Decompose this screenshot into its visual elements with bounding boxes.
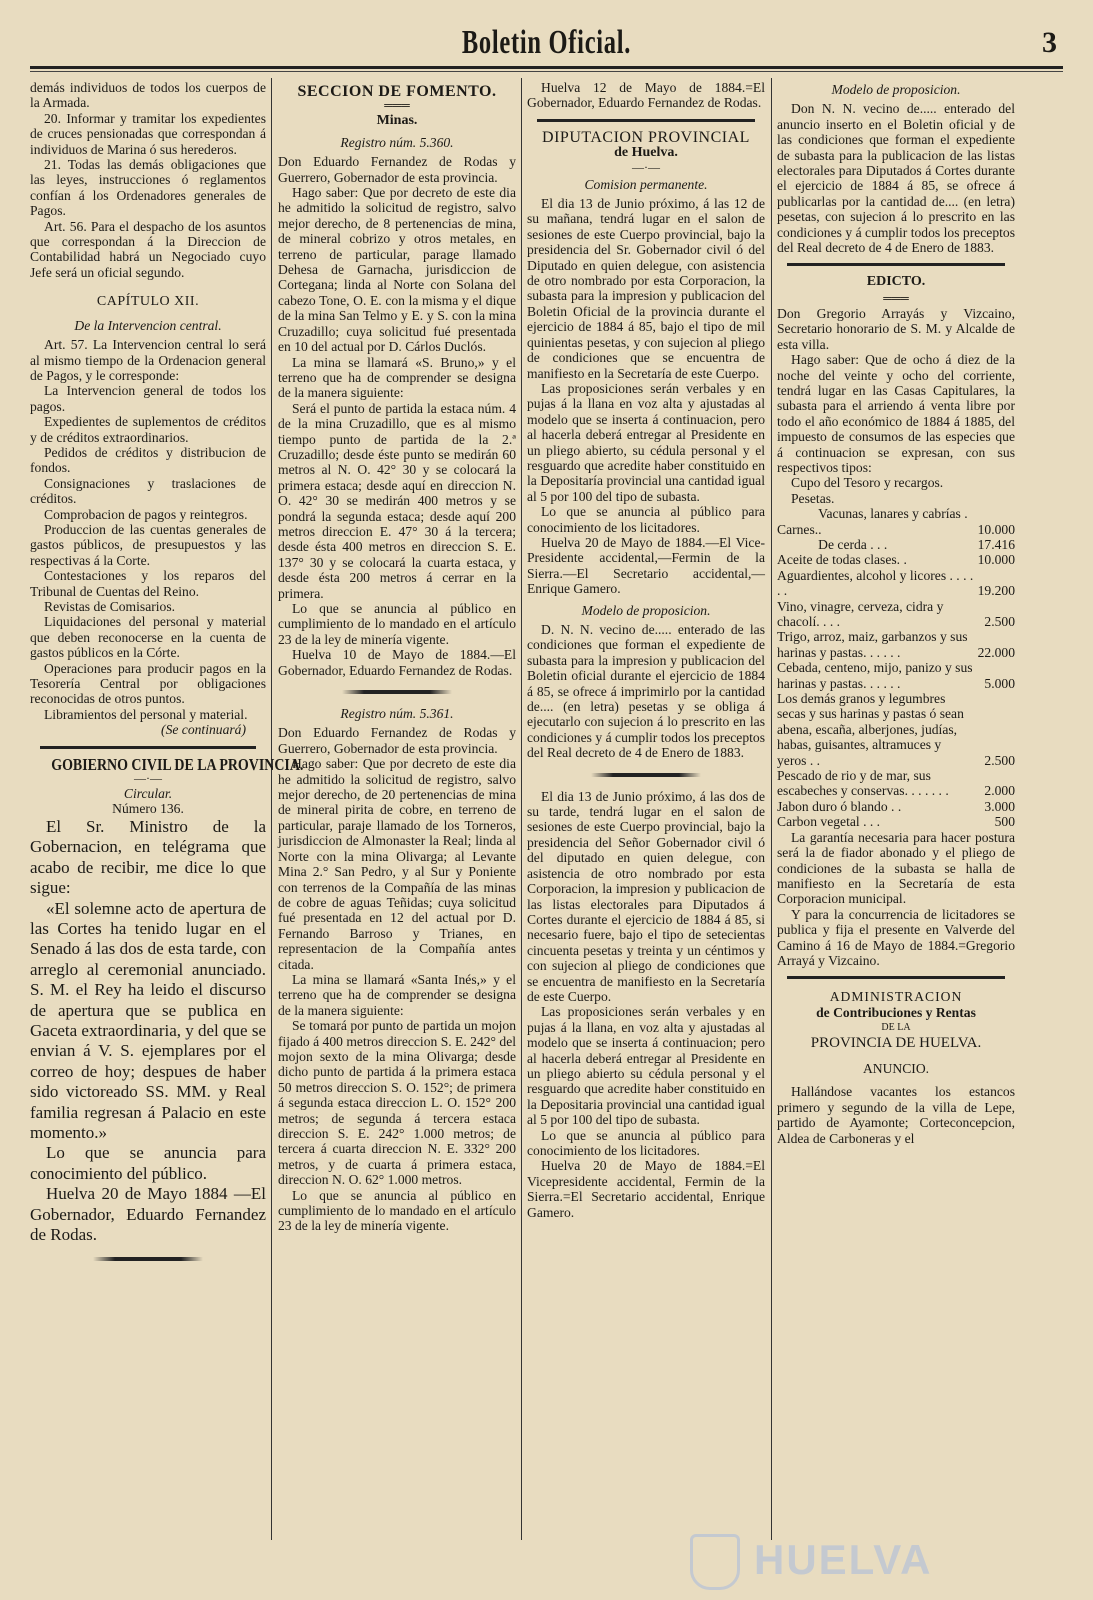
paragraph: «El solemne acto de apertura de las Cortes ha tenido lugar en el Senado á las dos de esta tarde, con arreglo al ceremonial anunciado. S. M. el Rey ha leido el discurso de apertura que se publica en Gaceta extraordinaria, y del que se envian á V. S. ejemplares por el correo de hoy; despues de haber sido victoreado SS. MM. y Real familia regresan á Palacio en este momento.» — [30, 898, 266, 1142]
list-item: Produccion de las cuentas generales de gastos públicos, de presupuestos y las respectivas á la Corte. — [30, 521, 266, 568]
masthead-rule-thin — [30, 71, 1063, 72]
table-row — [777, 537, 1015, 552]
table-label: De cerda . . . — [818, 536, 888, 552]
edict-heading: EDICTO. — [866, 274, 926, 290]
paragraph: Las proposiciones serán verbales y en pujas á la llana, en voz alta y ajustadas al modelo que se inserta á continuacion; pero al hacerla deberá entregar al Presidente en un pliego abierto su cédula personal y el resguardo que acredite haber constituido en la Depositaria provincial una cantidad igual al 5 por 100 del tipo de subasta. — [527, 1004, 765, 1128]
column-4 — [777, 80, 1015, 1590]
signature: Huelva 20 de Mayo 1884 —El Gobernador, Eduardo Fernandez de Rodas. — [30, 1184, 266, 1244]
registry-heading: Registro núm. 5.361. — [340, 706, 454, 722]
paragraph: Don Eduardo Fernandez de Rodas y Guerrero, Gobernador de esta provincia. — [278, 154, 516, 185]
paragraph: Lo que se anuncia al público en cumplimiento de lo mandado en el artículo 23 de la ley de minería vigente. — [278, 1187, 516, 1234]
circular-label: Circular. — [123, 786, 173, 802]
paragraph: demás individuos de todos los cuerpos de la Armada. — [30, 80, 266, 111]
administration-subheading: de Contribuciones y Rentas — [816, 1004, 976, 1020]
paragraph: Será el punto de partida la estaca núm. 4 de la mina Cruzadillo, que es al mismo tiempo punto de partida de la 2.ª Cruzadillo; desde éste punto se medirán 60 metros al N. O. 42° 30 y se colocará la primera estaca; desde aquí en direccion N. O. 42° 30 se medirán 400 metros y se pondrá la segunda estaca; desde aquí 200 metros direccion E. 47° 30 á la tercera; desde ésta 400 metros en direccion S. E. 137° 30 y se colocará la cuarta estaca, y desde ésta 200 metros á cerrar en la primera. — [278, 400, 516, 601]
circular-body — [30, 817, 266, 1246]
column-2 — [278, 80, 516, 1590]
page-number: 3 — [1042, 26, 1057, 59]
table-label: Trigo, arroz, maiz, garbanzos y sus harinas y pastas. . . . . . — [777, 629, 968, 660]
table-label: Aguardientes, alcohol y licores . . . . . . — [777, 567, 974, 599]
table-header: Cupo del Tesoro y recargos. — [791, 475, 944, 491]
table-value: 500 — [994, 814, 1015, 830]
masthead-rule — [30, 66, 1063, 69]
registry-heading: Registro núm. 5.360. — [340, 134, 454, 150]
signature: Huelva 20 de Mayo de 1884.—El Vice-Presidente accidental,—Fermin de la Sierra.—El Secretario accidental,—Enrique Gamero. — [527, 534, 765, 597]
table-value: 19.200 — [977, 583, 1015, 599]
column-divider — [271, 78, 272, 1540]
paragraph: Se tomará por punto de partida un mojon fijado á 400 metros direccion S. E. 242° del mojon sexto de la mina Olivarga; desde dicho punto de partida á la primera estaca 50 metros direccion S. O. 152°; de primera á segunda estaca direccion L. O. 152° 200 metros; de segunda á tercera estaca direccion S. E. 242° 1.000 metros; de tercera á cuarta direccion N. E. 332° 200 metros, y de cuarta á primera estaca, direccion N. O. 62° 1.000 metros. — [278, 1018, 516, 1188]
paragraph: D. N. N. vecino de..... enterado de las condiciones que forman el expediente de subasta para la impresion y publicacion del Boletin oficial durante el ejercicio de 1884 á 85, se ofrece á imprimirlo por la cantidad de.... (en letra) pesetas y se obliga á ejecutarlo con sujecion á lo prescrito en las condiciones y á cumplir todos los preceptos del Real decreto de 4 de Enero de 1883. — [527, 622, 765, 761]
section-rule — [787, 263, 1005, 266]
table-group-label: Carnes. — [777, 521, 819, 537]
table-label: Jabon duro ó blando . . — [777, 798, 902, 814]
table-label: Cebada, centeno, mijo, panizo y sus harinas y pastas. . . . . . — [777, 660, 973, 691]
list-item: La Intervencion general de todos los pagos. — [30, 383, 266, 414]
table-value: 10.000 — [977, 521, 1015, 537]
list-item: Contestaciones y los reparos del Tribunal de Cuentas del Reino. — [30, 568, 266, 599]
continued-note: (Se continuará) — [161, 722, 246, 738]
paragraph: El dia 13 de Junio próximo, á las 12 de su mañana, tendrá lugar en el salon de sesiones de este Cuerpo provincial, bajo la presidencia del Sr. Gobernador civil ó del Diputado en quien delegue, con asistencia de otro nombrado por esta Corporacion, la subasta para la impresion y publicacion del Boletin Oficial de la provincia durante el ejercicio de 1884 á 85, bajo el tipo de mil quinientas pesetas, y con sujecion al pliego de condiciones que se encuentra de manifiesto en la Secretaría de este Cuerpo. — [527, 196, 765, 381]
paragraph: Don Eduardo Fernandez de Rodas y Guerrero, Gobernador de esta provincia. — [278, 725, 516, 756]
paragraph: Hago saber: Que de ocho á diez de la noche del veinte y ocho del corriente, tendrá lugar en las Casas Capitulares, la subasta para el arriendo á venta libre por todo el año económico de 1884 á 1885, del impuesto de consumos de las especies que á continuacion se expresan, con sus respectivos tipos: — [777, 352, 1015, 475]
paragraph: La garantía necesaria para hacer postura será la de fiador abonado y el pliego de condiciones de la subasta se halla de manifiesto en la Secretaría de esta Corporacion municipal. — [777, 829, 1015, 907]
paragraph: Las proposiciones serán verbales y en pujas á la llana en voz alta y ajustadas al modelo que se inserta á continuacion, pero al hacerla deberá entregar al Presidente en un pliego abierto, su cédula personal y el resguardo que acredite haber constituido en la Depositaría provincial una cantidad igual al 5 por 100 del tipo de subasta. — [527, 380, 765, 504]
tax-table — [777, 506, 1015, 830]
model-heading: Modelo de proposicion. — [581, 602, 711, 618]
table-row — [777, 691, 1015, 768]
table-label: Vacunas, lanares y cabrías . . — [818, 506, 968, 537]
paragraph: 21. Todas las demás obligaciones que las leyes, instrucciones ó reglamentos confían á los Ordenadores generales de Pagos. — [30, 157, 266, 219]
table-value: 17.416 — [977, 536, 1015, 552]
paragraph: Art. 56. Para el despacho de los asuntos que correspondan á la Direccion de Contabilidad habrá un Negociado cuyo Jefe será un oficial segundo. — [30, 218, 266, 280]
model-heading: Modelo de proposicion. — [831, 82, 961, 97]
table-value: 22.000 — [977, 644, 1015, 660]
table-unit: Pesetas. — [791, 490, 835, 506]
signature: Huelva 10 de Mayo de 1884.—El Gobernador, Eduardo Fernandez de Rodas. — [278, 647, 516, 678]
table-label: Los demás granos y legumbres secas y sus harinas y pastas ó sean abena, escaña, alberjones, judías, habas, guisantes, altramuces y yeros . . — [777, 691, 964, 768]
list-item: Libramientos del personal y material. — [44, 706, 248, 722]
table-value: 5.000 — [984, 675, 1015, 691]
table-label: Vino, vinagre, cerveza, cidra y chacolí. . . . — [777, 598, 944, 629]
newspaper-title: Boletin Oficial. — [461, 24, 632, 61]
administration-connector: DE LA — [881, 1022, 911, 1034]
table-row — [777, 506, 1015, 537]
table-value: 2.000 — [984, 783, 1015, 799]
table-row — [777, 568, 1015, 599]
table-row — [777, 799, 1015, 814]
paragraph: Art. 57. La Intervencion central lo será al mismo tiempo de la Ordenacion general de Pagos, y le corresponde: — [30, 337, 266, 383]
paragraph: El dia 13 de Junio próximo, á las dos de su tarde, tendrá lugar en el salon de sesiones de este Cuerpo provincial, bajo la presidencia del Señor Gobernador civil ó del diputado en quien delegue, con asistencia de otro nombrado por esta Corporacion, la impresion y publicacion de las listas electorales para Diputados á Cortes durante el ejercicio de 1884 á 85, si necesario fuere, bajo el tipo de setecientas cincuenta pesetas y treinta y un céntimos y con sujecion al pliego de condiciones que se encuentra de manifiesto en la Secretaría de este Cuerpo. — [527, 788, 765, 1004]
chapter-heading: CAPÍTULO XII. — [96, 294, 200, 310]
table-row — [777, 629, 1015, 660]
chapter-subheading: De la Intervencion central. — [74, 317, 222, 333]
paragraph: Hallándose vacantes los estancos primero y segundo de la villa de Lepe, partido de Ayamonte; Corteconcepcion, Aldea de Carboneras y el — [777, 1084, 1015, 1146]
list-item: Operaciones para producir pagos en la Tesorería Central por obligaciones reconocidas de otros puntos. — [30, 660, 266, 707]
paragraph: Lo que se anuncia al público en cumplimiento de lo mandado en el artículo 23 de la ley de minería vigente. — [278, 601, 516, 647]
list-item: Revistas de Comisarios. — [44, 599, 176, 614]
section-heading: SECCION DE FOMENTO. — [297, 83, 497, 100]
table-label: Pescado de rio y de mar, sus escabeches y conservas. . . . . . . — [777, 768, 949, 799]
paragraph: El Sr. Ministro de la Gobernacion, en telégrama que acabo de recibir, me dice lo que sigue: — [30, 816, 266, 898]
masthead — [30, 20, 1063, 62]
table-row — [777, 768, 1015, 799]
list-item: Consignaciones y traslaciones de créditos. — [30, 475, 266, 507]
paragraph: Don Gregorio Arrayás y Vizcaino, Secretario honorario de S. M. y Alcalde de esta villa. — [777, 305, 1015, 352]
paragraph: Hago saber: Que por decreto de este dia he admitido la solicitud de registro, salvo mejor derecho, de 20 pertenencias de mina de mineral pirita de cobre, en terreno de particular, paraje llamado de los Torneros, jurisdiccion de Almonaster la Real; linda al Norte con la mina Olivarga; al Levante Mina 2.° San Pedro, y al Sur y Poniente con terrenos de la Compañía de las minas de cobre de aguas Teñidas; cuya solicitud fué presentada en 12 del actual por D. Fernando Barroso y Trianes, en representacion de la Compañía antes citada. — [278, 756, 516, 972]
table-value: 2.500 — [984, 614, 1015, 629]
paragraph: 20. Informar y tramitar los expedientes de cruces pensionadas que correspondan á individuos de Marina ó sus herederos. — [30, 110, 266, 157]
table-value: 10.000 — [977, 552, 1015, 568]
library-watermark — [690, 1530, 1030, 1590]
table-label: Aceite de todas clases. . — [777, 552, 907, 568]
ornament: ═══ — [384, 98, 410, 113]
column-3 — [527, 80, 765, 1590]
end-rule — [93, 1257, 203, 1261]
list-item: Pedidos de créditos y distribucion de fondos. — [30, 444, 266, 476]
separator-rule — [342, 690, 452, 694]
administration-province: PROVINCIA DE HUELVA. — [810, 1034, 982, 1051]
ornament: —·— — [134, 771, 162, 786]
column-divider — [771, 78, 772, 1540]
ornament: ═══ — [883, 290, 909, 305]
table-row — [777, 599, 1015, 630]
section-heading: DIPUTACION PROVINCIAL — [542, 128, 750, 146]
signature: Huelva 20 de Mayo de 1884.=El Vicepresidente accidental, Fermin de la Sierra.=El Secretario accidental, Enrique Gamero. — [527, 1158, 765, 1220]
list-item: Liquidaciones del personal y material que deben reconocerse en la cuenta de gastos públicos en la Córte. — [30, 614, 266, 661]
table-label: Carbon vegetal . . . — [777, 814, 881, 830]
paragraph: Hago saber: Que por decreto de este dia he admitido la solicitud de registro, salvo mejor derecho, de 8 pertenencias de mina, de mineral cobrizo y otros metales, en terreno de particular, parage llamado Dehesa de Garnacha, jurisdiccion de Cortegana; linda al Norte con Solana del cabezo Tone, O. E. con la misma y el dique de la mina San Telmo y E. y S. con la mina Cruzadillo; cuya solicitud fué presentada en 10 del actual por D. Cárlos Duclós. — [278, 185, 516, 355]
paragraph: La mina se llamará «S. Bruno,» y el terreno que ha de comprender se designa de la manera siguiente: — [278, 354, 516, 401]
table-row — [777, 552, 1015, 567]
paragraph: Don N. N. vecino de..... enterado del anuncio inserto en el Boletin oficial y de las condiciones que forman el expediente de subasta para la publicacion de las listas electorales para Diputados á Cortes durante el ejercicio de 1884 á 85, se ofrece á publicarlas por la cantidad de.... (en letra) pesetas, con sujecion á lo prescrito en las condiciones y á cumplir todos los preceptos del Real decreto de 4 de Enero de 1883. — [777, 101, 1015, 256]
watermark-text: HUELVA — [754, 1536, 933, 1583]
column-1 — [30, 80, 304, 1590]
paragraph: La mina se llamará «Santa Inés,» y el terreno que ha de comprender se designa de la manera siguiente: — [278, 971, 516, 1018]
paragraph: Y para la concurrencia de licitadores se publica y fija el presente en Valverde del Camino á 16 de Mayo de 1884.=Gregorio Arrayá y Vizcaino. — [777, 906, 1015, 968]
ornament: —·— — [632, 159, 660, 174]
section-rule — [537, 119, 755, 122]
subsection-heading: Minas. — [376, 113, 418, 129]
table-value: 2.500 — [984, 752, 1015, 768]
table-row — [777, 660, 1015, 691]
section-subheading: de Huelva. — [614, 145, 678, 161]
table-row — [777, 814, 1015, 829]
paragraph: Lo que se anuncia al público para conocimiento de los licitadores. — [527, 1127, 765, 1158]
paragraph: Lo que se anuncia para conocimiento del público. — [30, 1143, 266, 1183]
section-rule — [787, 976, 1005, 979]
list-item: Expedientes de suplementos de créditos y de créditos extraordinarios. — [30, 414, 266, 445]
administration-heading: ADMINISTRACION — [829, 989, 963, 1005]
separator-rule — [591, 773, 701, 777]
signature: Huelva 12 de Mayo de 1884.=El Gobernador, Eduardo Fernandez de Rodas. — [527, 80, 765, 111]
announcement-heading: ANUNCIO. — [862, 1060, 930, 1076]
column-divider — [521, 78, 522, 1540]
number-label: Número 136. — [112, 801, 184, 817]
shield-icon — [690, 1534, 740, 1590]
commission-heading: Comision permanente. — [584, 176, 708, 192]
section-rule — [40, 746, 256, 749]
paragraph: Lo que se anuncia al público para conocimiento de los licitadores. — [527, 504, 765, 535]
section-heading: GOBIERNO CIVIL DE LA PROVINCIA. — [51, 754, 304, 774]
list-item: Comprobacion de pagos y reintegros. — [44, 506, 248, 522]
table-value: 3.000 — [984, 798, 1015, 814]
